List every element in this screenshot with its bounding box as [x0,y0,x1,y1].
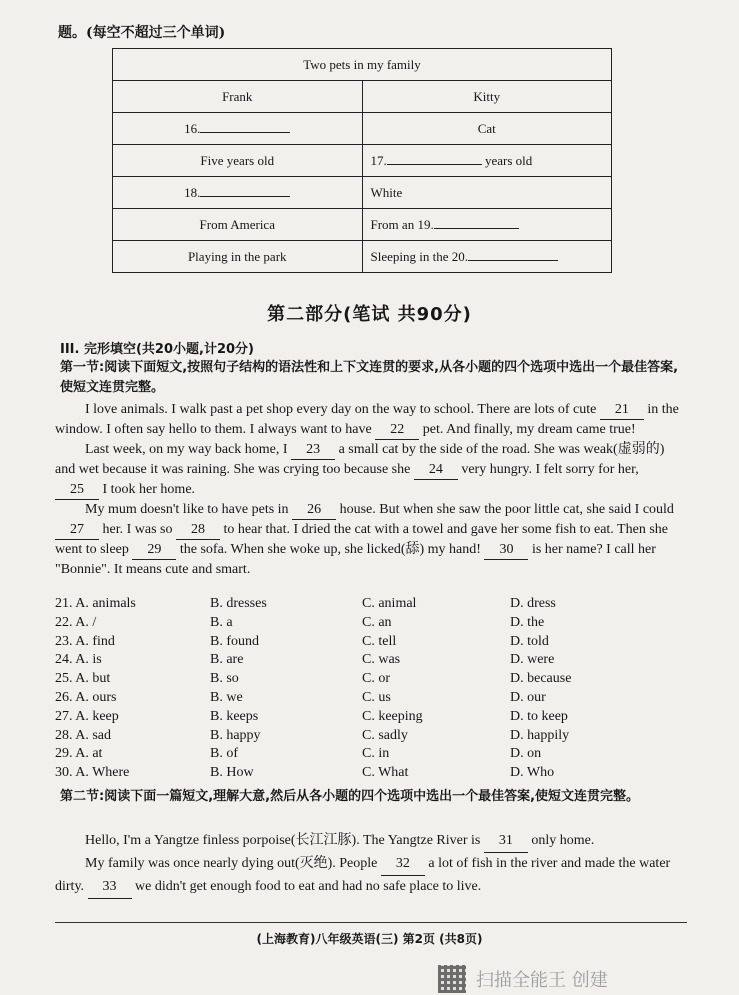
blank-18-label: 18. [184,185,201,200]
option-b[interactable]: B. we [210,689,243,705]
option-d[interactable]: D. our [510,689,546,705]
cell-white: White [362,177,612,209]
blank-17-label: 17. [370,153,387,168]
passage-text: her. I was so [99,522,176,537]
option-c[interactable]: C. animal [362,596,417,611]
option-a[interactable]: 26. A. ours [55,689,117,705]
option-row [55,746,695,765]
passage-text: we didn't get enough food to eat and had no safe place to live. [131,879,482,894]
passage-text: Last week, on my way back home, I [85,442,292,457]
reading-passage [55,830,687,899]
option-c[interactable]: C. was [362,652,401,668]
table-header-kitty: Kitty [362,81,612,113]
option-row [55,765,695,784]
option-a[interactable]: 21. A. animals [55,596,136,611]
qr-code-icon [438,965,466,993]
option-row [55,634,695,653]
option-d[interactable]: D. because [510,671,572,687]
cell-cat: Cat [362,113,612,145]
cloze-passage [55,400,685,579]
blank-20-field[interactable] [468,248,558,261]
option-a[interactable]: 27. A. keep [55,708,119,724]
option-a[interactable]: 30. A. Where [55,765,130,781]
option-a[interactable]: 22. A. / [55,614,97,630]
blank-33[interactable]: 33 [88,876,132,899]
blank-27[interactable]: 27 [55,520,99,540]
passage-text: My family was once nearly dying out(灭绝). People [85,856,381,871]
blank-30[interactable]: 30 [484,540,528,560]
blank-28[interactable]: 28 [176,520,220,540]
blank-29[interactable]: 29 [132,540,176,560]
option-c[interactable]: C. What [362,765,409,781]
option-b[interactable]: B. keeps [210,708,259,724]
option-row [55,690,695,709]
option-c[interactable]: C. us [362,689,391,705]
option-b[interactable]: B. happy [210,727,261,743]
table-row [113,145,612,177]
blank-31[interactable]: 31 [484,830,528,853]
option-b[interactable]: B. a [210,614,233,630]
option-d[interactable]: D. on [510,746,542,762]
option-row [55,652,695,671]
option-d[interactable]: D. to keep [510,708,568,724]
cell-from-america: From America [113,209,363,241]
passage-text: very hungry. I felt sorry for her, [457,462,639,477]
blank-26[interactable]: 26 [292,500,336,520]
option-d[interactable]: D. dress [510,596,556,611]
scanner-watermark [438,965,608,993]
option-row [55,615,695,634]
passage-text: My mum doesn't like to have pets in [85,502,293,517]
option-row [55,596,695,615]
passage-text: a lot of fish in the river and made the water dirty. [55,856,671,894]
watermark-text: 扫描全能王 创建 [476,970,608,991]
option-row [55,709,695,728]
passage-text: only home. [527,833,595,848]
blank-16-field[interactable] [200,120,290,133]
option-c[interactable]: C. an [362,614,392,630]
passage-text: to hear that. I dried the cat with a towel and gave her some fish to eat. Then she went to sleep [55,522,668,557]
option-b[interactable]: B. How [210,765,254,781]
section-heading: III. 完形填空(共20小题,计20分) [60,342,254,357]
answer-options [55,596,695,784]
blank-17-field[interactable] [387,152,482,165]
blank-19-field[interactable] [434,216,519,229]
blank-21[interactable]: 21 [600,400,644,420]
passage-text: is her name? I call her "Bonnie". It means cute and smart. [55,542,656,577]
option-b[interactable]: B. of [210,746,238,762]
option-row [55,728,695,747]
blank-25[interactable]: 25 [55,480,99,500]
footer-divider [55,922,687,923]
blank-20-label: Sleeping in the 20. [370,249,468,264]
option-a[interactable]: 28. A. sad [55,727,111,743]
blank-17-suffix: years old [485,153,533,168]
option-c[interactable]: C. in [362,746,390,762]
passage-text: Hello, I'm a Yangtze finless porpoise(长江江豚). The Yangtze River is [85,833,484,848]
option-d[interactable]: D. told [510,633,549,649]
table-title: Two pets in my family [113,49,612,81]
blank-24[interactable]: 24 [414,460,458,480]
blank-16-label: 16. [184,121,201,136]
option-a[interactable]: 25. A. but [55,671,111,687]
option-c[interactable]: C. or [362,671,390,687]
option-c[interactable]: C. sadly [362,727,408,743]
option-b[interactable]: B. are [210,652,244,668]
option-a[interactable]: 23. A. find [55,633,115,649]
passage-paragraph [55,500,685,579]
section-instruction: 第一节:阅读下面短文,按照句子结构的语法性和上下文连贯的要求,从各小题的四个选项中选出一个最佳答案,使短文连贯完整。 [60,360,679,395]
option-d[interactable]: D. the [510,614,545,630]
cell-five-years-old: Five years old [113,145,363,177]
blank-22[interactable]: 22 [375,420,419,440]
option-c[interactable]: C. keeping [362,708,423,724]
blank-18-field[interactable] [200,184,290,197]
option-b[interactable]: B. so [210,671,239,687]
page-footer: (上海教育)八年级英语(三) 第2页 (共8页) [256,932,483,946]
table-header-frank: Frank [113,81,363,113]
blank-32[interactable]: 32 [381,853,425,876]
passage-paragraph [55,853,687,899]
option-c[interactable]: C. tell [362,633,397,649]
passage-text: house. But when she saw the poor little cat, she said I could [336,502,674,517]
table-row [113,177,612,209]
passage-text: pet. And finally, my dream came true! [419,422,636,437]
passage-text: the sofa. When she woke up, she licked(舔) my hand! [176,542,485,557]
option-d[interactable]: D. Who [510,765,555,781]
table-row [113,209,612,241]
pets-table [112,48,612,273]
passage-text: I took her home. [99,482,196,497]
part-two-title: 第二部分(笔试 共90分) [267,304,472,325]
blank-19-label: From an 19. [370,217,434,232]
option-a[interactable]: 29. A. at [55,746,103,762]
passage-paragraph [55,830,687,853]
option-d[interactable]: D. happily [510,727,570,743]
option-d[interactable]: D. were [510,652,555,668]
option-b[interactable]: B. found [210,633,259,649]
table-row [113,113,612,145]
passage-text: I love animals. I walk past a pet shop every day on the way to school. There are lots of cute [85,402,600,417]
passage-text: a small cat by the side of the road. She was weak(虚弱的) and wet because it was raining. She was crying too because she [55,442,665,477]
cell-playing-in-park: Playing in the park [113,241,363,273]
passage-text: in the window. I often say hello to them. I always want to have [55,402,679,437]
option-a[interactable]: 24. A. is [55,652,102,668]
blank-23[interactable]: 23 [291,440,335,460]
table-row [113,241,612,273]
passage-paragraph [55,440,685,500]
option-b[interactable]: B. dresses [210,596,267,611]
question-instruction: 题。(每空不超过三个单词) [58,25,226,41]
section-two-instruction: 第二节:阅读下面一篇短文,理解大意,然后从各小题的四个选项中选出一个最佳答案,使短文连贯完整。 [60,789,640,804]
option-row [55,671,695,690]
passage-paragraph [55,400,685,440]
